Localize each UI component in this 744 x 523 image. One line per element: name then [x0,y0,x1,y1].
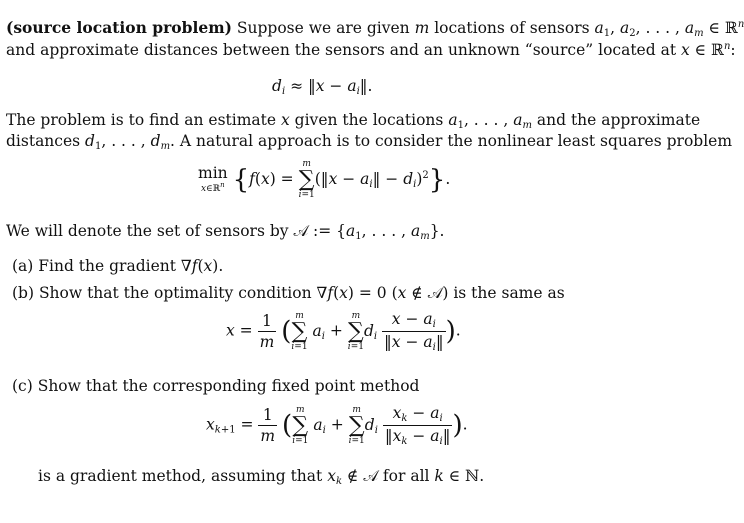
problem-title: (source location problem) [6,18,232,37]
equation-fixed-point: $x_{k+1}$ = $\frac{1}{m}$ ( m ∑ i=1 $a_i$ + m ∑ i=1 $d_i$ $\frac{x_k - a_i}{‖x_k - a_i‖}$ ). [206,404,468,447]
para2-line-1: The problem is to find an estimate x given the locations $a_1$, . . . , $a_m$ and the approximate [6,111,701,131]
para2-line-2: distances $d_1$, . . . , $d_m$. A natural approach is to consider the nonlinear least squares problem [6,132,733,152]
part-a: (a) Find the gradient ∇f(x). [12,257,224,275]
para3: We will denote the set of sensors by 𝒜 := {$a_1$, . . . , $a_m$}. [6,222,445,242]
intro-line-2: and approximate distances between the sensors and an unknown “source” located at x ∈ ℝ$^n$: [6,41,736,59]
equation-least-squares: min x∈ℝ$^n$ {f(x) = m ∑ i=1 (‖x − $a_i‖ - d_i)^2$}. [198,159,451,200]
part-c: (c) Show that the corresponding fixed point method [12,377,420,395]
equation-optimality: x = $\frac{1}{m}$ ( m ∑ i=1 $a_i$ + m ∑ i=1 $d_i$ $\frac{x - a_i}{‖x - a_i‖}$ ). [226,310,461,353]
intro-line-1: (source location problem) Suppose we are given m locations of sensors $a_1$, $a_2$, . . . , $a_m$ ∈ ℝ$^n$ [6,18,744,39]
equation-distance: $d_i$ ≈ ‖x − $a_i‖$. [272,77,373,97]
closing-line: is a gradient method, assuming that $x_k$ ∉ 𝒜 for all k ∈ ℕ. [38,467,485,487]
part-b: (b) Show that the optimality condition ∇f(x) = 0 (x ∉ 𝒜) is the same as [12,284,565,302]
